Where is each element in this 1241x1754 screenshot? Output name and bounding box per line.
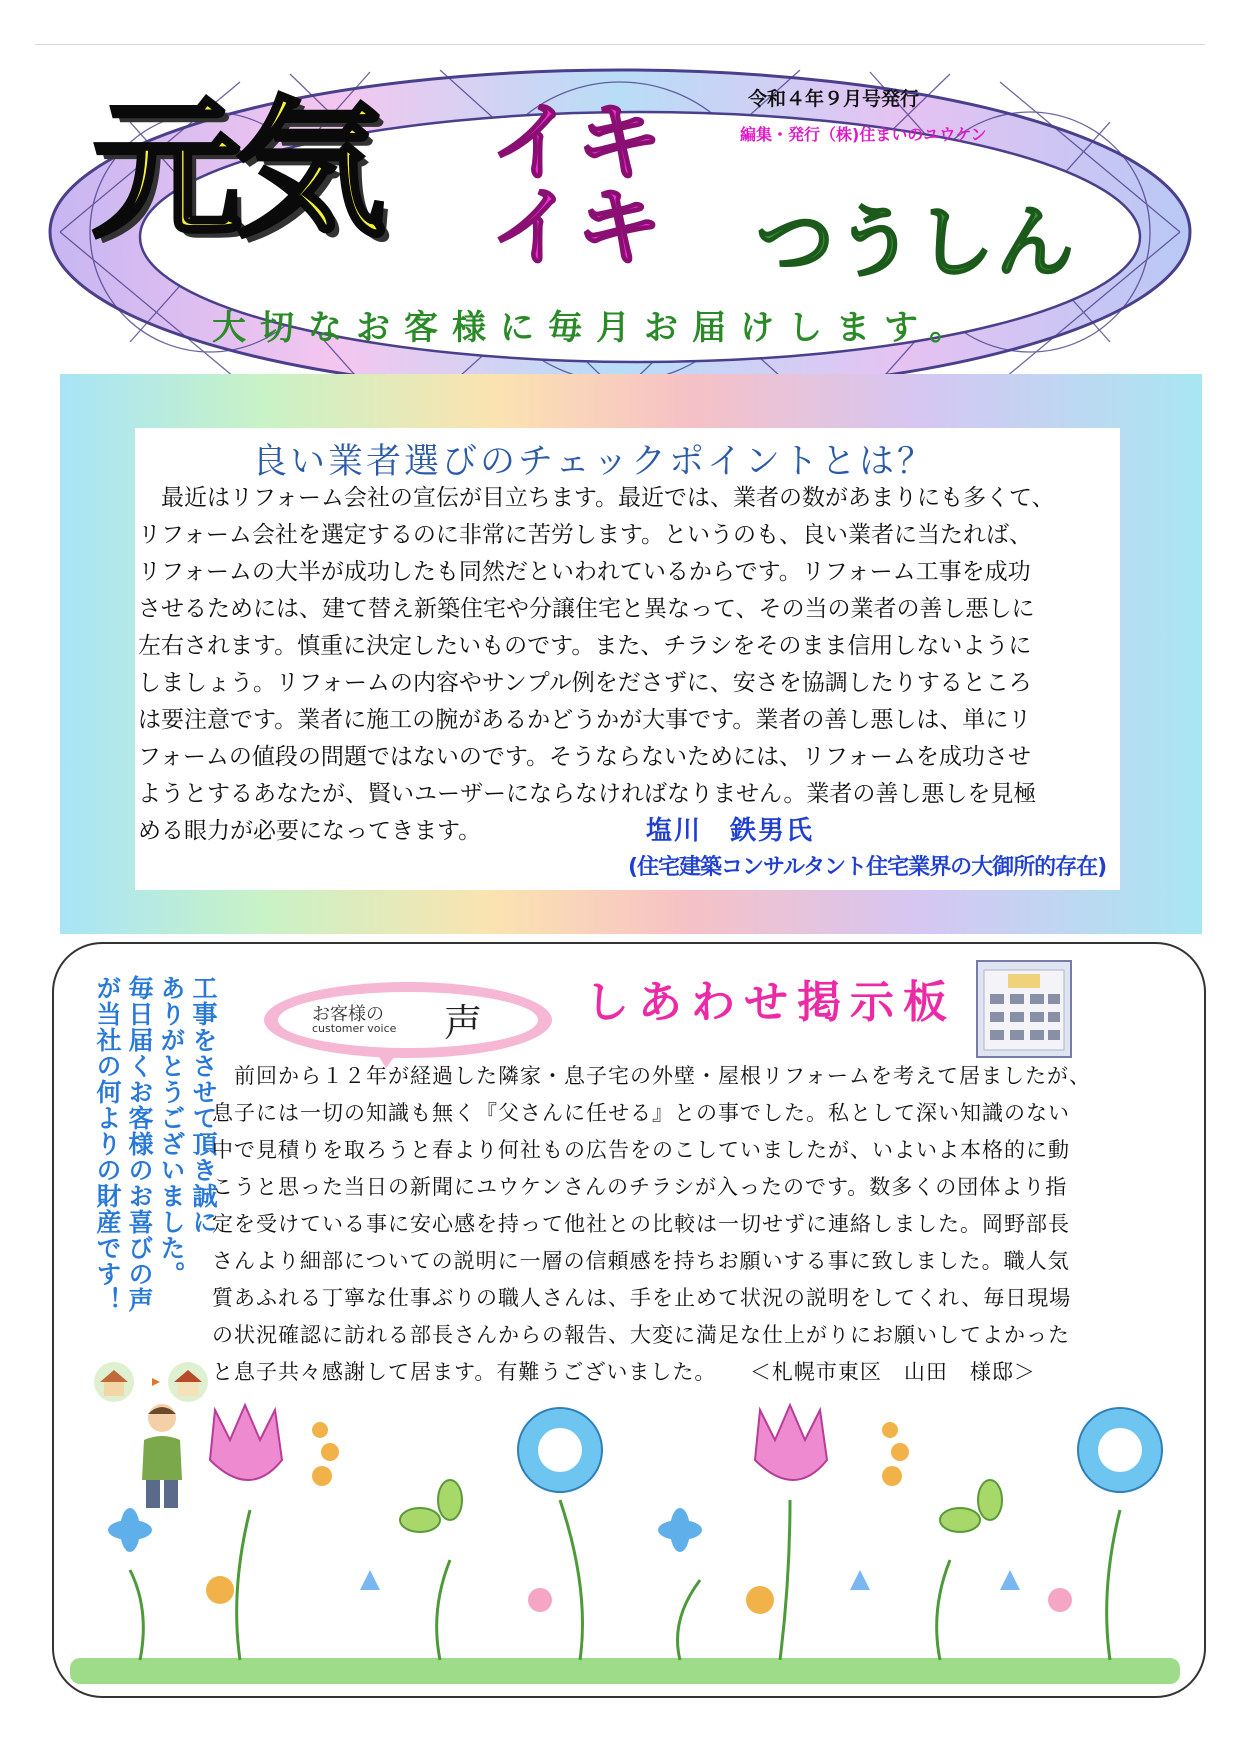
article-line: は要注意です。業者に施工の腕があるかどうかが大事です。業者の善し悪しは、単にリ	[138, 707, 1032, 733]
speech-bubble-badge	[258, 978, 558, 1068]
board-title: しあわせ掲示板	[585, 977, 956, 1028]
side-message-col-4: が当社の何よりの財産です！	[93, 975, 122, 1313]
article-line: しましょう。リフォームの内容やサンプル例をださずに、安さを協調したりするところ	[138, 670, 1032, 696]
badge-label-en: customer voice	[312, 1022, 397, 1035]
board-line: さんより細部についての説明に一層の信頼感を持ちお願いする事に致しました。職人気	[212, 1249, 1070, 1273]
photo-thumbnail	[976, 960, 1072, 1058]
top-rule	[35, 44, 1205, 45]
board-line: の状況確認に訪れる部長さんからの報告、大変に満足な仕上がりにお願いしてよかった	[212, 1323, 1070, 1347]
publisher: 編集・発行（株)住まいのユウケン	[740, 125, 987, 144]
article-line: フォームの値段の問題ではないのです。そうならないためには、リフォームを成功させ	[138, 744, 1031, 770]
article-line: させるためには、建て替え新築住宅や分譲住宅と異なって、その当の業者の善し悪しに	[138, 596, 1035, 622]
masthead-title-iki-2: イキ	[490, 178, 662, 278]
side-message-col-1: 工事をさせて頂き誠に	[189, 975, 218, 1235]
article-line: リフォーム会社を選定するのに非常に苦労します。というのも、良い業者に当たれば、	[138, 522, 1033, 548]
masthead-title-iki-1: イキ	[490, 93, 662, 193]
article-body	[138, 480, 1122, 850]
board-body	[212, 1058, 1174, 1391]
board-line: 前回から１２年が経過した隣家・息子宅の外壁・屋根リフォームを考えて居ましたが、	[212, 1064, 1091, 1088]
article-line: 最近はリフォーム会社の宣伝が目立ちます。最近では、業者の数があまりにも多くて、	[138, 485, 1055, 511]
board-line: 質あふれる丁寧な仕事ぶりの職人さんは、手を止めて状況の説明をしてくれ、毎日現場	[212, 1286, 1072, 1310]
article-line: める眼力が必要になってきます。	[138, 818, 482, 844]
article-line: リフォームの大半が成功したも同然だといわれているからです。リフォーム工事を成功	[138, 559, 1031, 585]
article-line: ようとするあなたが、賢いユーザーにならなければなりません。業者の善し悪しを見極	[138, 781, 1037, 807]
board-line: 中で見積りを取ろうと春より何社もの広告をのこしていましたが、いよいよ本格的に動	[212, 1138, 1070, 1162]
board-line: こうと思った当日の新聞にユウケンさんのチラシが入ったのです。数多くの団体より指	[212, 1175, 1068, 1199]
article-line: 左右されます。慎重に決定したいものです。また、チラシをそのまま信用しないように	[138, 633, 1032, 659]
article-title: 良い業者選びのチェックポイントとは？	[252, 442, 935, 482]
masthead-title-genki: 元気	[92, 84, 381, 258]
board-line: 定を受けている事に安心感を持って他社との比較は一切せずに連絡しました。岡野部長	[212, 1212, 1070, 1236]
tagline: 大切なお客様に毎月お届けします。	[212, 308, 978, 348]
side-message-col-2: ありがとうございました。	[157, 975, 186, 1287]
board-line: と息子共々感謝して居ます。有難うございました。 ＜札幌市東区 山田 様邸＞	[212, 1360, 1036, 1384]
author-name: 塩川 鉄男氏	[646, 816, 815, 846]
side-message-col-3: 毎日届くお客様のお喜びの声	[125, 975, 154, 1313]
masthead-title-tsuushin: つうしん	[756, 198, 1077, 288]
badge-label-koe: 声	[444, 1001, 483, 1045]
badge-label: お客様の	[312, 1004, 384, 1025]
flower-border	[60, 1390, 1190, 1690]
author-title: (住宅建築コンサルタント住宅業界の大御所的存在)	[628, 855, 1107, 880]
board-line: 息子には一切の知識も無く『父さんに任せる』との事でした。私として深い知識のない	[212, 1101, 1070, 1125]
issue-date: 令和４年９月号発行	[748, 88, 920, 110]
